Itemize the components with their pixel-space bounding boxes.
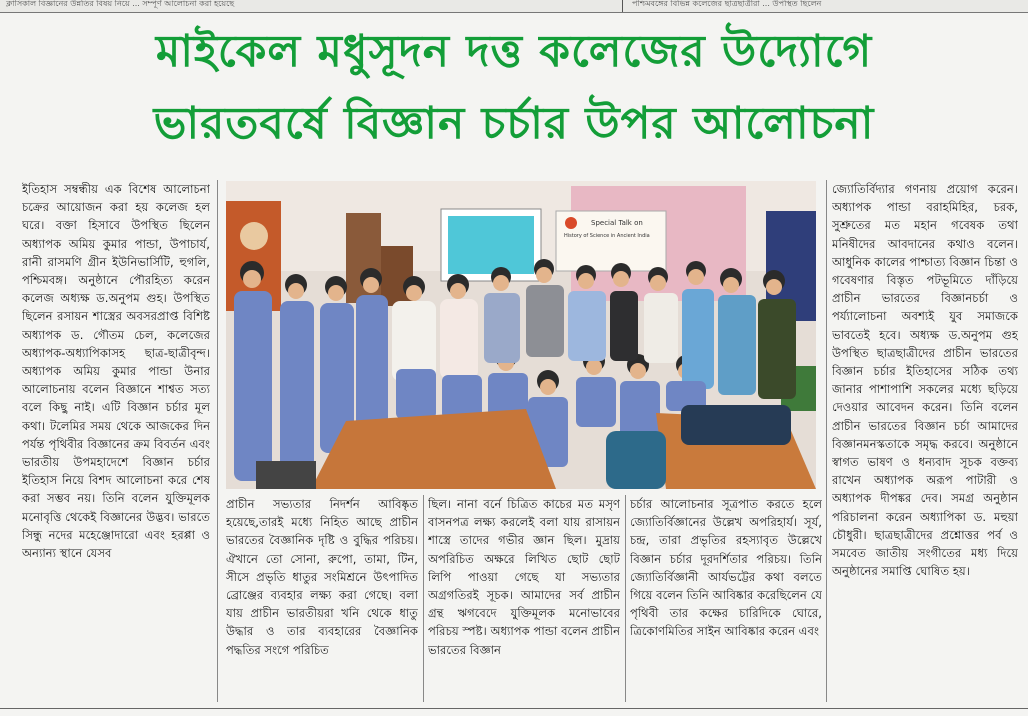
backpack: [606, 431, 666, 489]
column-divider: [423, 495, 424, 702]
column-divider: [826, 180, 827, 702]
top-strip-left-text: ক্লাসিকাল বিজ্ঞানের উন্নতির বিষয় নিয়ে ... সম্পূর্ণ আলোচনা করা হয়েছে: [6, 0, 235, 8]
column-5-text: জ্যোতির্বিদ্যার গণনায় প্রয়োগ করেন। অধ্যাপক পান্ডা বরাহমিহির, চরক, সুশ্রুতের মত মহান গবেষক তথা মনিষীদের আবদানের কথাও বলেন। আধুনিক কালের পাশ্চাত্য বিজ্ঞান চিন্তা ও গবেষণার বিস্তৃত পটভূমিতে দাঁড়িয়ে প্রাচীন ভারতের বিজ্ঞানচর্চা ও পর্য্যালোচনা অবশ্যই যুব সমাজকে ভাবতেই হবে। অধ্যক্ষ ড.অনুপম গুহ উপস্থিত ছাত্রছাত্রীদের প্রাচীন ভারতের বিজ্ঞান চর্চার ইতিহাসের সঠিক তথ্য জানার পাশাপাশি সকলের মধ্যে ছড়িয়ে দেওয়ার আবেদন করেন। তিনি বলেন প্রাচীন ভারতের বিজ্ঞান চর্চা আমাদের বিজ্ঞানমনস্কতাকে সমৃদ্ধ করবে। অনুষ্ঠানে স্বাগত ভাষণ ও ধন্যবাদ সূচক বক্তব্য রাখেন অধ্যাপক অরূপ পাটারী ও অধ্যাপক দীপঙ্কর দেব। সমগ্র অনুষ্ঠান পরিচালনা করেন অধ্যাপিকা ড. মহুয়া চৌধুরী। ছাত্রছাত্রীদের প্রশ্নোত্তর পর্ব ও সমবেত জাতীয় সংগীতের মধ্য দিয়ে অনুষ্ঠানের সমাপ্তি ঘোষিত হয়।: [832, 182, 1018, 579]
column-4-text: চর্চার আলোচনার সূত্রপাত করতে হলে জ্যোতির্বিজ্ঞানের উল্লেখ অপরিহার্য। সূর্য, চন্দ্র, তারা প্রভৃতির রহস্যাবৃত উল্লেখে বিজ্ঞান চর্চার দূরদর্শিতার পরিচয়। তিনি জ্যোতির্বিজ্ঞানী আর্যভট্টের কথা বলতে গিয়ে বলেন তিনি আবিষ্কার করেছিলেন যে পৃথিবী তার কক্ষের চারিদিকে ঘোরে, ত্রিকোণমিতির সাইন আবিষ্কার করেন এবং: [630, 497, 822, 639]
headline-line-1: মাইকেল মধুসূদন দত্ত কলেজের উদ্যোগে: [155, 26, 873, 77]
column-3-text: ছিল। নানা বর্নে চিত্রিত কাচের মত মসৃণ বাসনপত্র লক্ষ্য করলেই বলা যায় রাসায়ন শাস্ত্রে তাদের গভীর জ্ঞান ছিল। মুদ্রায় অপরিচিত অক্ষরে লিখিত ছোট ছোট লিপি পাওয়া গেছে যা সভ্যতার অগ্রগতিরই সূচক। আমাদের সর্ব প্রাচীন গ্রন্থ ঋগবেদে যুক্তিমূলক মনোভাবের পরিচয় স্পষ্ট। অধ্যাপক পান্ডা বলেন প্রাচীন ভারতের বিজ্ঞান: [428, 497, 620, 657]
column-divider: [625, 495, 626, 702]
chair: [256, 461, 316, 489]
column-2-text: প্রাচীন সভ্যতার নিদর্শন আবিষ্কৃত হয়েছে,তারই মধ্যে নিহিত আছে প্রাচীন ভারতের বৈজ্ঞানিক দৃষ্টি ও বুদ্ধির পরিচয়। ঐখানে তো সোনা, রুপো, তামা, টিন, সীসে প্রভৃতি ধাতুর সংমিশ্রনে উৎপাদিত ব্রোঞ্জের ব্যবহার লক্ষ্য করা গেছে। বলা যায় প্রাচীন ভারতীয়রা খনি থেকে ধাতু উদ্ধার ও তার ব্যবহারের বৈজ্ঞানিক পদ্ধতির সংগে পরিচিত: [226, 497, 418, 657]
banner-title: Special Talk on: [591, 219, 643, 227]
article-column-5: [832, 180, 1018, 700]
column-divider: [217, 180, 218, 702]
article-column-1: [22, 180, 210, 700]
previous-article-strip: [0, 0, 1028, 13]
top-strip-divider: [622, 0, 623, 12]
bag: [681, 405, 791, 445]
article-column-3: [428, 495, 620, 705]
article-column-2: [226, 495, 418, 705]
article-column-4: [630, 495, 822, 705]
conference-table: [311, 409, 556, 489]
group-photo: [226, 181, 816, 489]
top-strip-right-text: পশ্চিমবঙ্গের বিভিন্ন কলেজের ছাত্রছাত্রীরা ... উপস্থিত ছিলেন: [632, 0, 822, 8]
headline-line-2: ভারতবর্ষে বিজ্ঞান চর্চার উপর আলোচনা: [153, 98, 875, 149]
page-bottom-rule: [0, 708, 1028, 709]
column-1-text: ইতিহাস সম্বন্ধীয় এক বিশেষ আলোচনা চক্রের আয়োজন করা হয় কলেজ হল ঘরে। বক্তা হিসাবে উপস্থিত ছিলেন অধ্যাপক অমিয় কুমার পান্ডা, উপাচার্য, রানী রাসমণি গ্রীন ইউনিভার্সিটি, হুগলি, পশ্চিমবঙ্গ। অনুষ্ঠানে পৌরহিত্য করেন কলেজ অধ্যক্ষ ড.অনুপম গুহ। উপস্থিত ছিলেন রসায়ন শাস্ত্রের অবসরপ্রাপ্ত বিশিষ্ট অধ্যাপক ড. গৌতম চেল, কলেজের অধ্যাপক-অধ্যাপিকাসহ ছাত্র-ছাত্রীবৃন্দ। অধ্যাপক অমিয় কুমার পান্ডা উনার আলোচনায় বলেন বিজ্ঞানে শাশ্বত সত্য বলে কিছু নাই। এটি বিজ্ঞান চর্চার মূল কথা। টলেমির সময় থেকে আজকের দিন পর্যন্ত পৃথিবীর বিজ্ঞানের ক্রম বিবর্তন এবং ভারতীয় উপমহাদেশে বিজ্ঞান চর্চার ইতিহাস নিয়ে বিশদ আলোচনা করে শেষ করা সম্ভব নয়। তিনি বলেন যুক্তিমূলক মনোবৃত্তি থেকেই বিজ্ঞানের উদ্ভব। ভারতে সিন্ধু নদের মহেঞ্জোদারো এবং হরপ্পা ও অন্যান্য স্থানে যেসব: [22, 182, 210, 561]
banner-subtitle: History of Science in Ancient India: [564, 233, 650, 239]
group-photo-illustration: [226, 181, 816, 489]
